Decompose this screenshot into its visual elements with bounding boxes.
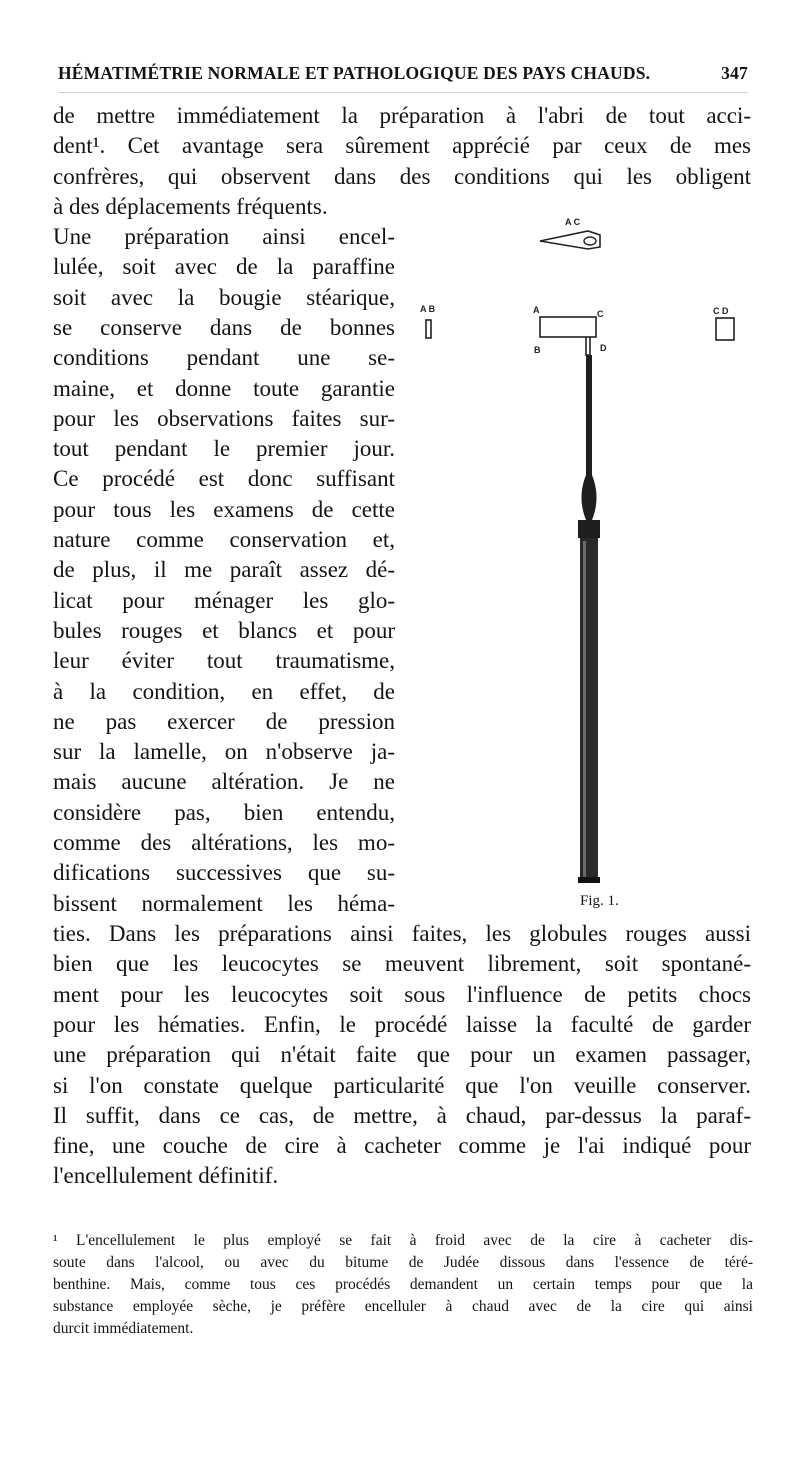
text-line: pour les observations faites sur- <box>53 405 395 431</box>
label-b: B <box>534 345 541 355</box>
text-line: sur la lamelle, on n'observe ja- <box>53 739 395 765</box>
text-line: à la condition, en effet, de <box>53 678 395 704</box>
text-line: si l'on constate quelque particularité que l'on veuille conserver. <box>53 1072 751 1098</box>
text-line: lulée, soit avec de la paraffine <box>53 254 395 280</box>
label-d: D <box>600 343 607 353</box>
side-view-ab <box>426 320 431 338</box>
text-line: bules rouges et blancs et pour <box>53 617 395 643</box>
running-title: HÉMATIMÉTRIE NORMALE ET PATHOLOGIQUE DES PAYS CHAUDS. <box>58 63 651 83</box>
shaft-swelling <box>582 475 597 520</box>
head-neck <box>586 337 590 355</box>
text-line: Ce procédé est donc suffisant <box>53 466 395 492</box>
text-line: dent¹. Cet avantage sera sûrement apprécié par ceux de mes <box>53 133 751 159</box>
text-line: ¹ L'encellulement le plus employé se fait à froid avec de la cire à cacheter dis- <box>53 1232 753 1249</box>
text-line: considère pas, bien entendu, <box>53 799 395 825</box>
text-line: ties. Dans les préparations ainsi faites, les globules rouges aussi <box>53 921 751 946</box>
label-cd: C D <box>713 306 729 316</box>
text-line: bien que les leucocytes se meuvent librement, soit spontané- <box>53 951 751 977</box>
page-number: 347 <box>721 63 748 83</box>
figure-1 <box>400 205 770 909</box>
handle-collar <box>578 520 600 538</box>
label-a: A <box>533 305 540 315</box>
handle-grip <box>580 538 598 883</box>
text-line: maine, et donne toute garantie <box>53 375 395 401</box>
text-line: benthine. Mais, comme tous ces procédés demandent un certain temps pour que la <box>53 1276 753 1293</box>
text-line: l'encellulement définitif. <box>53 1163 279 1189</box>
text-line: de mettre immédiatement la préparation à l'abri de tout acci- <box>53 103 751 128</box>
handle-highlight <box>583 541 586 879</box>
text-line: pour tous les examens de cette <box>53 496 395 522</box>
handle-end <box>578 877 600 883</box>
side-view-cd <box>716 318 734 340</box>
text-line: difications successives que su- <box>53 860 395 886</box>
running-header <box>58 63 748 84</box>
text-line: pour les hématies. Enfin, le procédé laisse la faculté de garder <box>53 1011 751 1037</box>
text-line: soit avec la bougie stéarique, <box>53 284 395 310</box>
text-line: se conserve dans de bonnes <box>53 314 395 340</box>
text-line: licat pour ménager les glo- <box>53 587 395 613</box>
text-line: soute dans l'alcool, ou avec du bitume de Judée dissous dans l'essence de téré- <box>53 1254 753 1271</box>
figure-caption: Fig. 1. <box>580 893 619 909</box>
text-line: fine, une couche de cire à cacheter comme je l'ai indiqué pour <box>53 1133 751 1159</box>
upper-shaft <box>586 355 592 475</box>
text-line: comme des altérations, les mo- <box>53 830 395 855</box>
text-line: bissent normalement les héma- <box>53 890 395 916</box>
text-line: Une préparation ainsi encel- <box>53 224 395 249</box>
text-line: de plus, il me paraît assez dé- <box>53 557 395 583</box>
text-line: conditions pendant une se- <box>53 345 395 371</box>
label-ab: A B <box>420 304 436 314</box>
text-line: substance employée sèche, je préfère encelluler à chaud avec de la cire qui ainsi <box>53 1298 753 1315</box>
text-line: une préparation qui n'était faite que pour un examen passager, <box>53 1042 751 1068</box>
text-line: confrères, qui observent dans des conditions qui les obligent <box>53 163 751 189</box>
text-line: leur éviter tout traumatisme, <box>53 648 395 674</box>
text-line: tout pendant le premier jour. <box>53 436 395 462</box>
text-line: à des déplacements fréquents. <box>53 193 328 219</box>
label-ac-top: A C <box>565 217 581 227</box>
text-line: ne pas exercer de pression <box>53 708 395 734</box>
head-profile-view <box>540 231 600 249</box>
label-c: C <box>597 309 604 319</box>
text-line: nature comme conservation et, <box>53 527 395 552</box>
text-line: Il suffit, dans ce cas, de mettre, à chaud, par-dessus la paraf- <box>53 1102 751 1128</box>
instrument-illustration <box>400 205 770 895</box>
instrument-head <box>540 317 596 337</box>
text-line: durcit immédiatement. <box>53 1320 194 1337</box>
text-line: mais aucune altération. Je ne <box>53 769 395 795</box>
text-line: ment pour les leucocytes soit sous l'influence de petits chocs <box>53 981 751 1007</box>
header-rule <box>58 92 748 93</box>
